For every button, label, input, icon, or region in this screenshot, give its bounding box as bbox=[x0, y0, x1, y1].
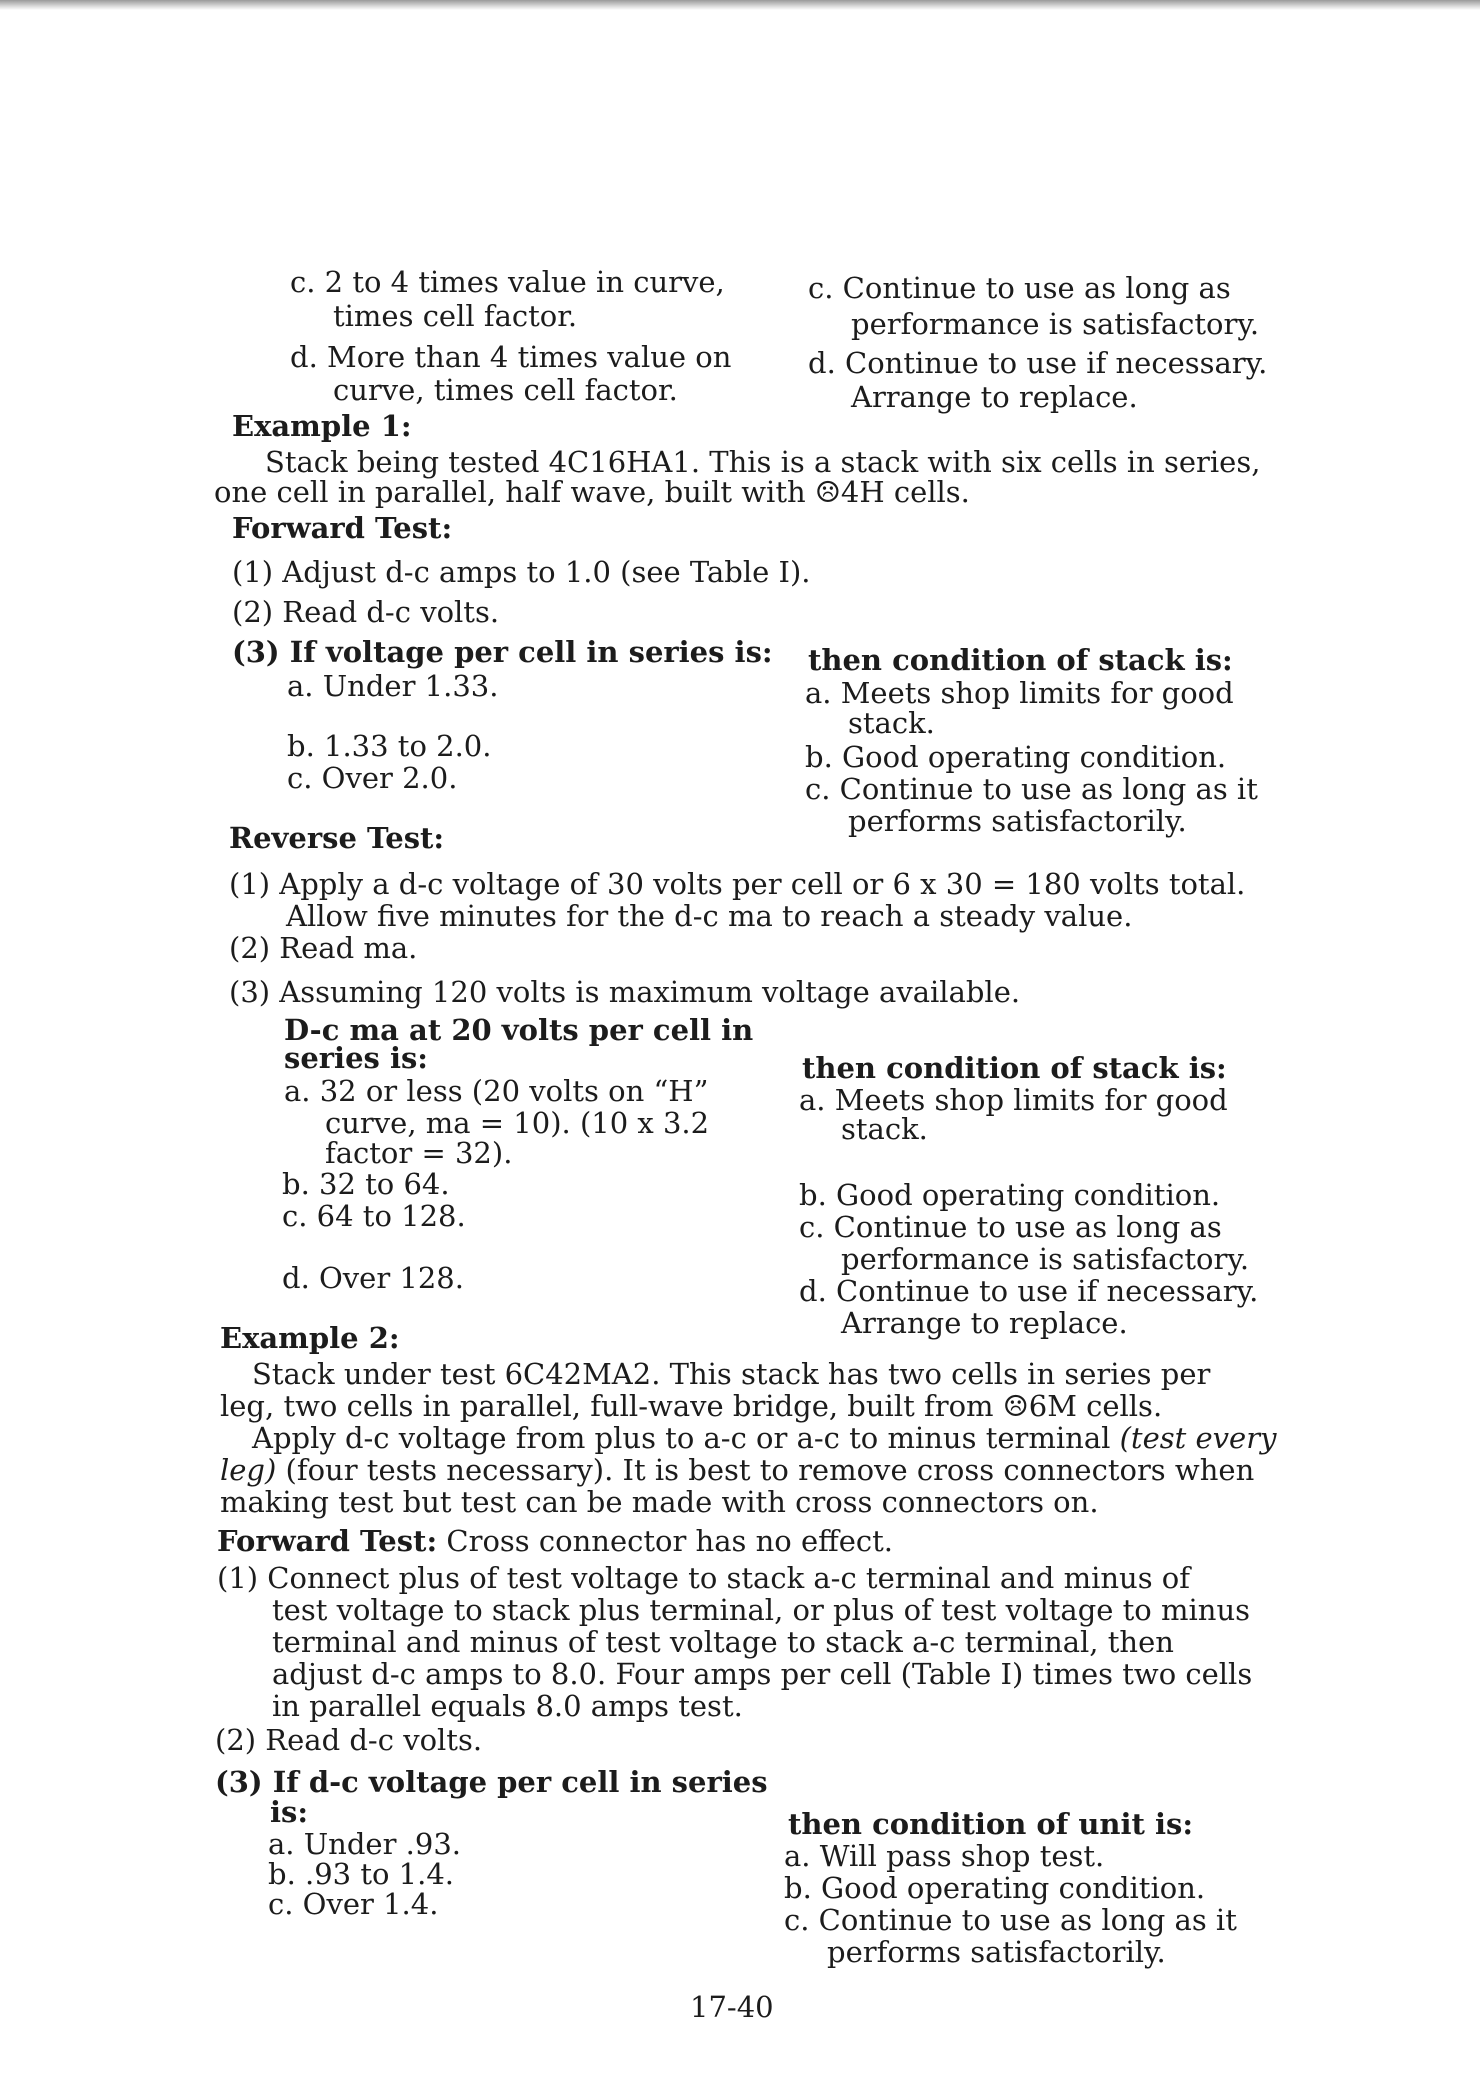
list-item-d-left-cont: curve, times cell factor. bbox=[333, 373, 678, 407]
example2-b-right: b. Good operating condition. bbox=[784, 1871, 1206, 1905]
example1-forward-heading: Forward Test: bbox=[232, 511, 453, 545]
example1-reverse-d-left: d. Over 128. bbox=[282, 1261, 464, 1295]
list-item-c-right-cont: performance is satisfactory. bbox=[851, 307, 1260, 341]
example2-step1-line3: terminal and minus of test voltage to stack a-c terminal, then bbox=[272, 1625, 1174, 1659]
example1-reverse-step1-cont: Allow five minutes for the d-c ma to reach a steady value. bbox=[286, 899, 1133, 933]
example1-heading: Example 1: bbox=[232, 409, 412, 443]
example1-reverse-b-right: b. Good operating condition. bbox=[799, 1178, 1221, 1212]
example2-forward-line bbox=[217, 1525, 893, 1557]
example1-reverse-a-left: a. 32 or less (20 volts on “H” bbox=[284, 1074, 709, 1108]
example2-step1-line2: test voltage to stack plus terminal, or plus of test voltage to minus bbox=[272, 1593, 1250, 1627]
example1-reverse-a-right: a. Meets shop limits for good bbox=[799, 1083, 1228, 1117]
example2-forward-heading: Forward Test: bbox=[217, 1524, 438, 1558]
example2-step1-line5: in parallel equals 8.0 amps test. bbox=[272, 1689, 743, 1723]
list-item-d-left: d. More than 4 times value on bbox=[290, 340, 732, 374]
example1-reverse-step3: (3) Assuming 120 volts is maximum voltage available. bbox=[229, 975, 1021, 1009]
example1-forward-step3: (3) If voltage per cell in series is: bbox=[232, 635, 773, 669]
example2-forward-note: Cross connector has no effect. bbox=[446, 1524, 894, 1558]
example2-para2-line1 bbox=[252, 1422, 1276, 1454]
example2-para1-line2: leg, two cells in parallel, full-wave bridge, built from ☹6M cells. bbox=[220, 1389, 1163, 1423]
example1-forward-b-left: b. 1.33 to 2.0. bbox=[287, 729, 492, 763]
example2-b-left: b. .93 to 1.4. bbox=[268, 1857, 455, 1891]
list-item-c-left-cont: times cell factor. bbox=[333, 299, 578, 333]
example1-reverse-d-right-cont: Arrange to replace. bbox=[841, 1306, 1128, 1340]
scan-top-edge bbox=[0, 0, 1480, 10]
example1-reverse-step1: (1) Apply a d-c voltage of 30 volts per cell or 6 x 30 = 180 volts total. bbox=[229, 867, 1246, 901]
example1-reverse-condition-heading: then condition of stack is: bbox=[802, 1051, 1227, 1085]
example1-forward-step2: (2) Read d-c volts. bbox=[232, 595, 500, 629]
example1-reverse-c-left: c. 64 to 128. bbox=[282, 1199, 466, 1233]
example2-step2: (2) Read d-c volts. bbox=[215, 1723, 483, 1757]
example2-para2-line2-text: (four tests necessary). It is best to remove cross connectors when bbox=[285, 1453, 1255, 1487]
example2-step1-line4: adjust d-c amps to 8.0. Four amps per cell (Table I) times two cells bbox=[272, 1657, 1253, 1691]
example1-forward-c-right: c. Continue to use as long as it bbox=[805, 772, 1258, 806]
example1-reverse-c-right-cont: performance is satisfactory. bbox=[841, 1242, 1250, 1276]
example2-heading: Example 2: bbox=[220, 1321, 400, 1355]
example2-para2-line1-text: Apply d-c voltage from plus to a-c or a-c to minus terminal bbox=[252, 1421, 1111, 1455]
example2-step1-line1: (1) Connect plus of test voltage to stack a-c terminal and minus of bbox=[217, 1561, 1191, 1595]
example2-c-right: c. Continue to use as long as it bbox=[784, 1903, 1237, 1937]
example1-forward-b-right: b. Good operating condition. bbox=[805, 740, 1227, 774]
example1-reverse-b-left: b. 32 to 64. bbox=[282, 1167, 450, 1201]
example1-forward-condition-heading: then condition of stack is: bbox=[808, 643, 1233, 677]
example1-forward-step1: (1) Adjust d-c amps to 1.0 (see Table I). bbox=[232, 555, 811, 589]
example1-reverse-a-left-cont1: curve, ma = 10). (10 x 3.2 bbox=[325, 1106, 710, 1140]
example2-step3: (3) If d-c voltage per cell in series bbox=[215, 1765, 768, 1799]
example1-reverse-heading: Reverse Test: bbox=[229, 821, 445, 855]
list-item-d-right-cont: Arrange to replace. bbox=[851, 380, 1138, 414]
example2-para2-line2-italic: leg) bbox=[220, 1453, 277, 1487]
example1-reverse-d-right: d. Continue to use if necessary. bbox=[799, 1274, 1259, 1308]
page-number: 17-40 bbox=[690, 1990, 774, 2024]
example2-para2-line2 bbox=[220, 1454, 1254, 1486]
example2-step3-cont: is: bbox=[270, 1795, 309, 1829]
example1-forward-a-right: a. Meets shop limits for good bbox=[805, 676, 1234, 710]
example1-reverse-a-right-cont: stack. bbox=[841, 1112, 928, 1146]
example1-reverse-ma-heading-cont: series is: bbox=[284, 1041, 428, 1075]
example2-para1-line1: Stack under test 6C42MA2. This stack has two cells in series per bbox=[252, 1357, 1211, 1391]
example1-forward-a-right-cont: stack. bbox=[848, 706, 935, 740]
example2-c-left: c. Over 1.4. bbox=[268, 1887, 439, 1921]
list-item-c-left: c. 2 to 4 times value in curve, bbox=[290, 265, 725, 299]
example2-condition-heading: then condition of unit is: bbox=[788, 1807, 1194, 1841]
list-item-c-right: c. Continue to use as long as bbox=[808, 271, 1231, 305]
example2-c-right-cont: performs satisfactorily. bbox=[827, 1935, 1166, 1969]
example1-forward-c-left: c. Over 2.0. bbox=[287, 761, 458, 795]
list-item-d-right: d. Continue to use if necessary. bbox=[808, 346, 1268, 380]
example1-reverse-step2: (2) Read ma. bbox=[229, 931, 418, 965]
example1-reverse-ma-heading: D-c ma at 20 volts per cell in bbox=[284, 1013, 754, 1047]
example1-forward-c-right-cont: performs satisfactorily. bbox=[848, 804, 1187, 838]
example1-intro-line2: one cell in parallel, half wave, built with ☹4H cells. bbox=[214, 475, 970, 509]
example2-a-right: a. Will pass shop test. bbox=[784, 1839, 1105, 1873]
example2-a-left: a. Under .93. bbox=[268, 1827, 461, 1861]
example1-intro-line1: Stack being tested 4C16HA1. This is a stack with six cells in series, bbox=[265, 445, 1261, 479]
example2-para2-line3: making test but test can be made with cross connectors on. bbox=[220, 1485, 1099, 1519]
example1-reverse-a-left-cont2: factor = 32). bbox=[325, 1136, 513, 1170]
example1-reverse-c-right: c. Continue to use as long as bbox=[799, 1210, 1222, 1244]
example2-para2-line1-italic: (test every bbox=[1119, 1421, 1277, 1455]
example1-forward-a-left: a. Under 1.33. bbox=[287, 669, 499, 703]
